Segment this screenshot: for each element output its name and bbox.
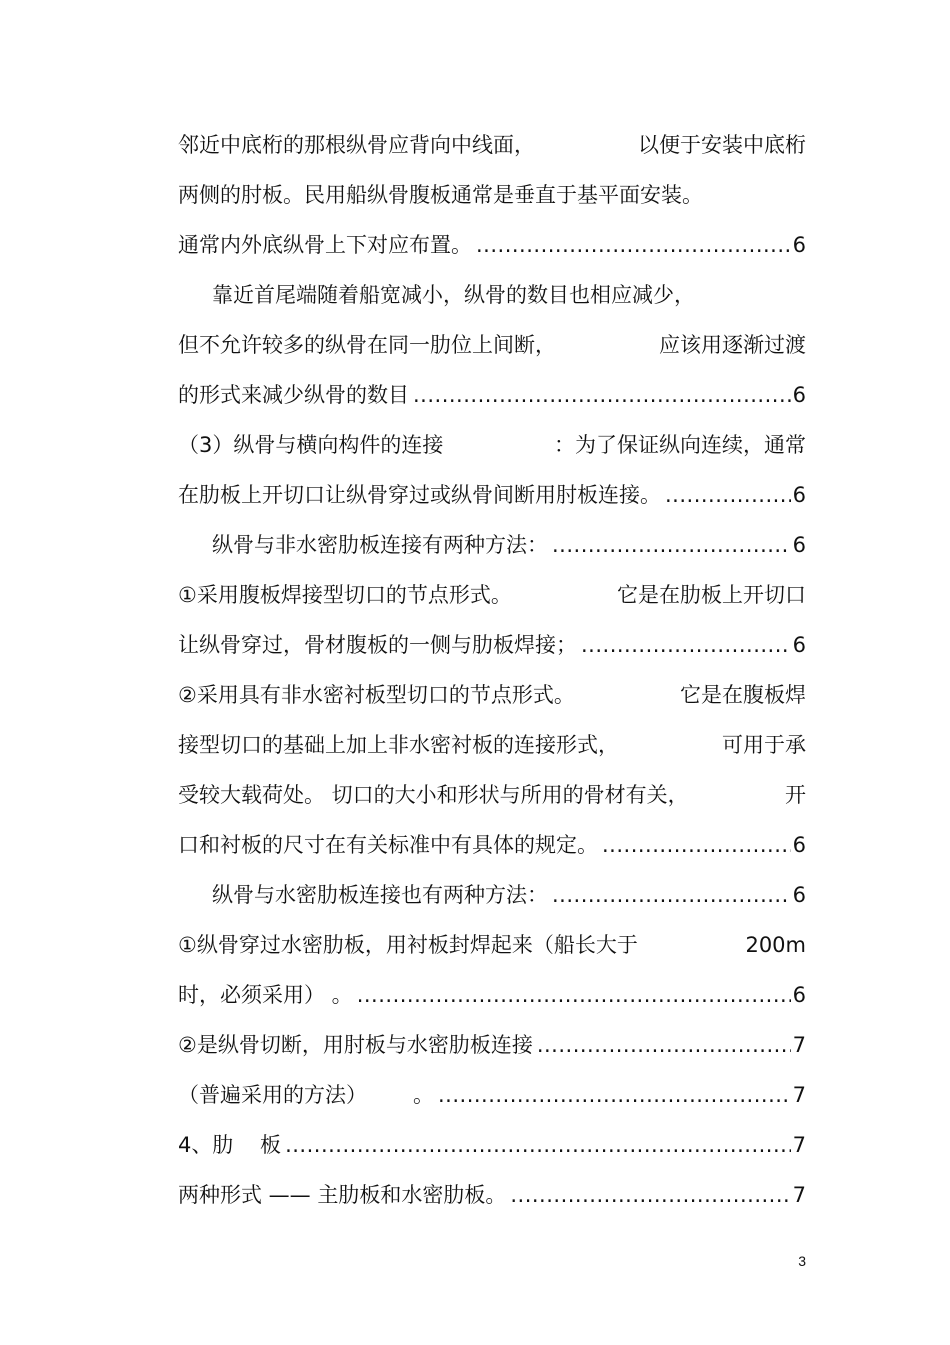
entry-text: 4、肋 板 [178, 1133, 282, 1157]
toc-entry[interactable] [178, 1020, 806, 1070]
line-text: 接型切口的基础上加上非水密衬板的连接形式， [178, 733, 619, 757]
toc-entry[interactable] [178, 1170, 806, 1220]
entry-text: 纵骨与非水密肋板连接有两种方法： [212, 533, 548, 557]
toc-line [178, 270, 806, 320]
toc-entry[interactable] [178, 220, 806, 270]
entry-page-number: 6 [792, 233, 806, 257]
entry-page-number: 7 [792, 1133, 806, 1157]
line-text: ①采用腹板焊接型切口的节点形式。 [178, 583, 512, 607]
toc-entry[interactable] [178, 370, 806, 420]
line-text-right: ：为了保证纵向连续，通常 [554, 433, 806, 457]
toc-entry[interactable] [178, 1120, 806, 1170]
toc-list [178, 120, 806, 1220]
dot-leader [665, 470, 791, 520]
toc-entry[interactable] [178, 820, 806, 870]
dot-leader [438, 1070, 791, 1120]
entry-text: ②是纵骨切断，用肘板与水密肋板连接 [178, 1033, 533, 1057]
line-text: ①纵骨穿过水密肋板，用衬板封焊起来（船长大于 [178, 933, 638, 957]
toc-entry[interactable] [178, 870, 806, 920]
line-text: ②采用具有非水密衬板型切口的节点形式。 [178, 683, 575, 707]
entry-page-number: 6 [792, 533, 806, 557]
line-text: 受较大载荷处。 切口的大小和形状与所用的骨材有关， [178, 783, 689, 807]
entry-page-number: 6 [792, 383, 806, 407]
toc-line [178, 170, 806, 220]
entry-text: 口和衬板的尺寸在有关标准中有具体的规定。 [178, 833, 598, 857]
entry-page-number: 6 [792, 483, 806, 507]
dot-leader [413, 370, 791, 420]
toc-entry[interactable] [178, 520, 806, 570]
dot-leader [581, 620, 791, 670]
dot-leader [357, 970, 791, 1020]
toc-entry[interactable] [178, 470, 806, 520]
line-text: 靠近首尾端随着船宽减小，纵骨的数目也相应减少， [212, 283, 695, 307]
dot-leader [285, 1120, 791, 1170]
entry-page-number: 7 [792, 1183, 806, 1207]
dot-leader [552, 870, 791, 920]
dot-leader [602, 820, 791, 870]
line-text-right: 它是在肋板上开切口 [617, 583, 806, 607]
entry-page-number: 7 [792, 1083, 806, 1107]
line-text: 两侧的肘板。民用船纵骨腹板通常是垂直于基平面安装。 [178, 183, 703, 207]
toc-line [178, 770, 806, 820]
toc-line [178, 920, 806, 970]
dot-leader [476, 220, 791, 270]
dot-leader [537, 1020, 791, 1070]
line-text-right: 应该用逐渐过渡 [659, 333, 806, 357]
entry-text-mid: 。 [413, 1083, 434, 1107]
entry-page-number: 7 [792, 1033, 806, 1057]
line-text-right: 200m [745, 933, 806, 957]
dot-leader [552, 520, 791, 570]
line-text: 邻近中底桁的那根纵骨应背向中线面， [178, 133, 535, 157]
toc-line [178, 720, 806, 770]
page-number: 3 [798, 1253, 806, 1269]
line-text-right: 以便于安装中底桁 [638, 133, 806, 157]
toc-line [178, 320, 806, 370]
dot-leader [510, 1170, 790, 1220]
toc-line [178, 420, 806, 470]
line-text-right: 它是在腹板焊 [680, 683, 806, 707]
entry-text: 通常内外底纵骨上下对应布置。 [178, 233, 472, 257]
entry-text: 纵骨与水密肋板连接也有两种方法： [212, 883, 548, 907]
entry-page-number: 6 [792, 633, 806, 657]
line-text: 但不允许较多的纵骨在同一肋位上间断， [178, 333, 556, 357]
entry-text: 时，必须采用） 。 [178, 983, 353, 1007]
entry-text: （普遍采用的方法） [178, 1083, 367, 1107]
entry-text: 让纵骨穿过，骨材腹板的一侧与肋板焊接； [178, 633, 577, 657]
entry-page-number: 6 [792, 833, 806, 857]
toc-line [178, 120, 806, 170]
line-text-right: 开 [785, 783, 806, 807]
toc-entry[interactable] [178, 970, 806, 1020]
toc-entry[interactable] [178, 1070, 806, 1120]
toc-line [178, 670, 806, 720]
line-text: （3）纵骨与横向构件的连接 [178, 433, 444, 457]
entry-text: 在肋板上开切口让纵骨穿过或纵骨间断用肘板连接。 [178, 483, 661, 507]
line-text-right: 可用于承 [722, 733, 806, 757]
entry-text: 的形式来减少纵骨的数目 [178, 383, 409, 407]
entry-text: 两种形式 —— 主肋板和水密肋板。 [178, 1183, 507, 1207]
toc-entry[interactable] [178, 620, 806, 670]
entry-page-number: 6 [792, 983, 806, 1007]
toc-line [178, 570, 806, 620]
entry-page-number: 6 [792, 883, 806, 907]
